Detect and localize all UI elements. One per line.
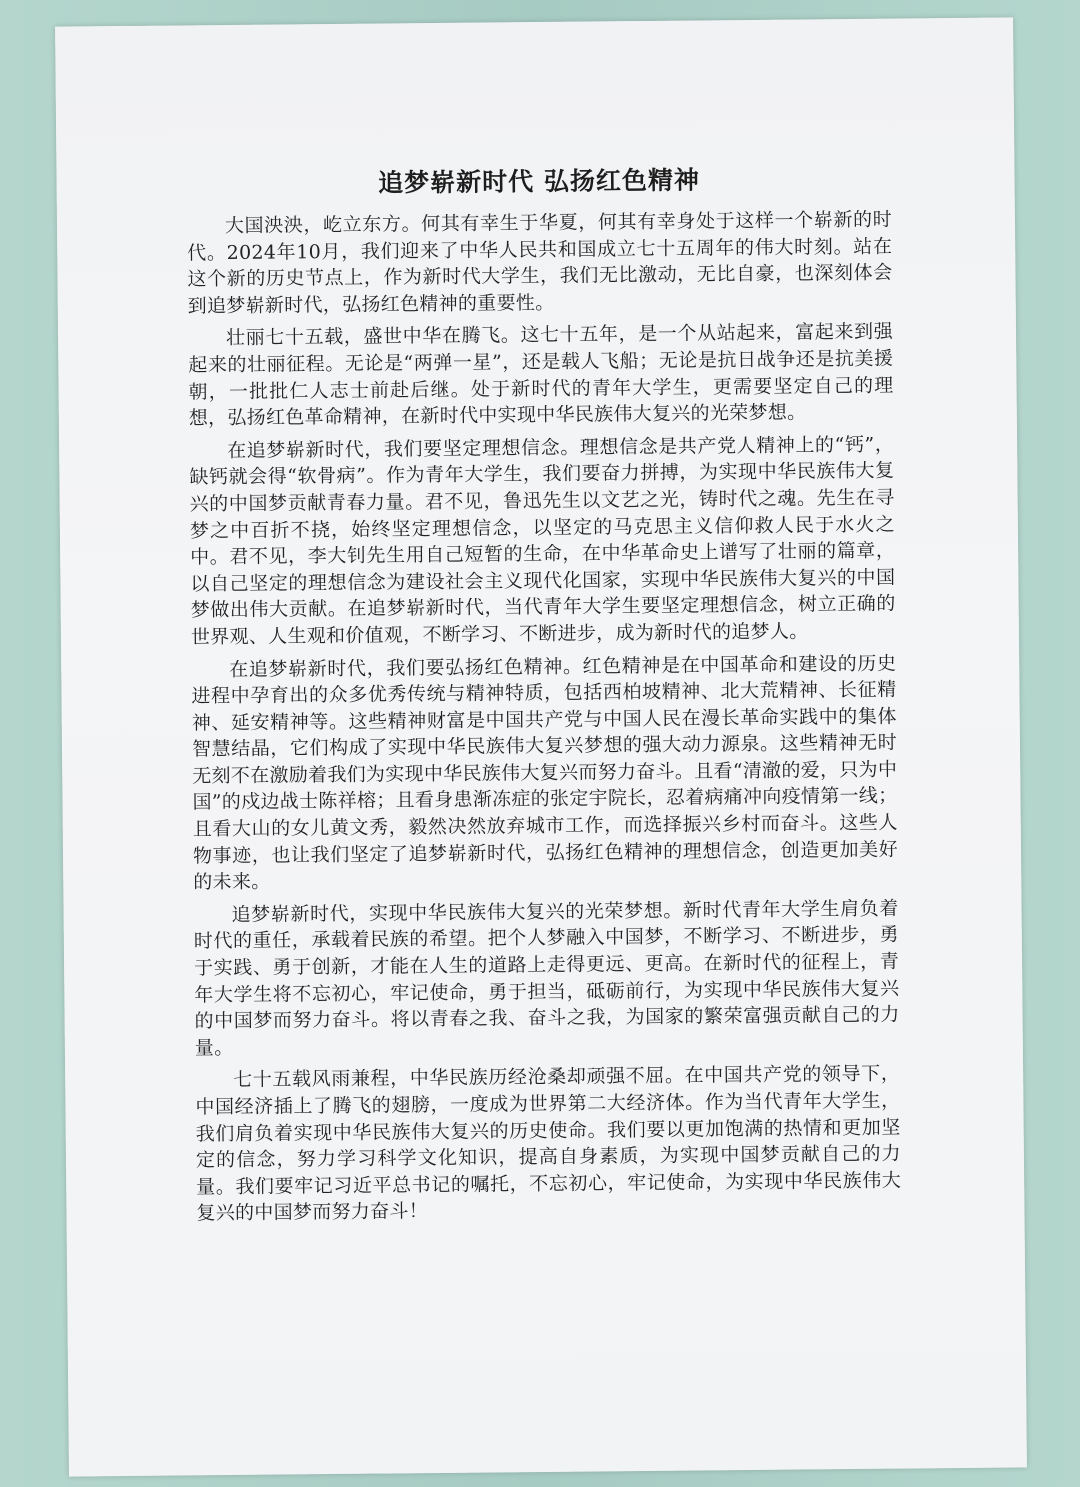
document-title: 追梦崭新时代 弘扬红色精神 bbox=[378, 165, 701, 198]
paragraph-3: 在追梦崭新时代，我们要坚定理想信念。理想信念是共产党人精神上的“钙”，缺钙就会得“软骨病”。作为青年大学生，我们要奋力拼搏，为实现中华民族伟大复兴的中国梦贡献青春力量。君不见，鲁迅先生以文艺之光，铸时代之魂。先生在寻梦之中百折不挠，始终坚定理想信念，以坚定的马克思主义信仰救人民于水火之中。君不见，李大钊先生用自己短暂的生命，在中华革命史上谱写了壮丽的篇章，以自己坚定的理想信念为建设社会主义现代化国家，实现中华民族伟大复兴的中国梦做出伟大贡献。在追梦崭新时代，当代青年大学生要坚定理想信念，树立正确的世界观、人生观和价值观，不断学习、不断进步，成为新时代的追梦人。 bbox=[189, 433, 896, 649]
paper-sheet bbox=[55, 17, 1027, 1476]
paragraph-5: 追梦崭新时代，实现中华民族伟大复兴的光荣梦想。新时代青年大学生肩负着时代的重任，承载着民族的希望。把个人梦融入中国梦，不断学习、不断进步，勇于实践、勇于创新，才能在人生的道路上走得更远、更高。在新时代的征程上，青年大学生将不忘初心，牢记使命，勇于担当，砥砺前行，为实现中华民族伟大复兴的中国梦而努力奋斗。将以青春之我、奋斗之我，为国家的繁荣富强贡献自己的力量。 bbox=[193, 897, 900, 1060]
paragraph-2: 壮丽七十五载，盛世中华在腾飞。这七十五年，是一个从站起来，富起来到强起来的壮丽征程。无论是“两弹一星”，还是载人飞船；无论是抗日战争还是抗美援朝，一批批仁人志士前赴后继。处于新时代的青年大学生，更需要坚定自己的理想，弘扬红色革命精神，在新时代中实现中华民族伟大复兴的光荣梦想。 bbox=[188, 320, 894, 430]
document-body bbox=[186, 159, 901, 1234]
paragraph-4: 在追梦崭新时代，我们要弘扬红色精神。红色精神是在中国革命和建设的历史进程中孕育出的众多优秀传统与精神特质，包括西柏坡精神、北大荒精神、长征精神、延安精神等。这些精神财富是中国共产党与中国人民在漫长革命实践中的集体智慧结晶，它们构成了实现中华民族伟大复兴梦想的强大动力源泉。这些精神无时无刻不在激励着我们为实现中华民族伟大复兴而努力奋斗。且看“清澈的爱，只为中国”的戍边战士陈祥榕；且看身患渐冻症的张定宇院长，忍着病痛冲向疫情第一线；且看大山的女儿黄文秀，毅然决然放弃城市工作，而选择振兴乡村而奋斗。这些人物事迹，也让我们坚定了追梦崭新时代，弘扬红色精神的理想信念，创造更加美好的未来。 bbox=[191, 652, 899, 894]
paragraph-1: 大国泱泱，屹立东方。何其有幸生于华夏，何其有幸身处于这样一个崭新的时代。2024年10月，我们迎来了中华人民共和国成立七十五周年的伟大时刻。站在这个新的历史节点上，作为新时代大学生，我们无比激动，无比自豪，也深刻体会到追梦崭新时代，弘扬红色精神的重要性。 bbox=[187, 208, 893, 318]
paragraph-6: 七十五载风雨兼程，中华民族历经沧桑却顽强不屈。在中国共产党的领导下，中国经济插上了腾飞的翅膀，一度成为世界第二大经济体。作为当代青年大学生，我们肩负着实现中华民族伟大复兴的历史使命。我们要以更加饱满的热情和更加坚定的信念，努力学习科学文化知识，提高自身素质，为实现中国梦贡献自己的力量。我们要牢记习近平总书记的嘱托，不忘初心，牢记使命，为实现中华民族伟大复兴的中国梦而努力奋斗！ bbox=[195, 1062, 902, 1225]
